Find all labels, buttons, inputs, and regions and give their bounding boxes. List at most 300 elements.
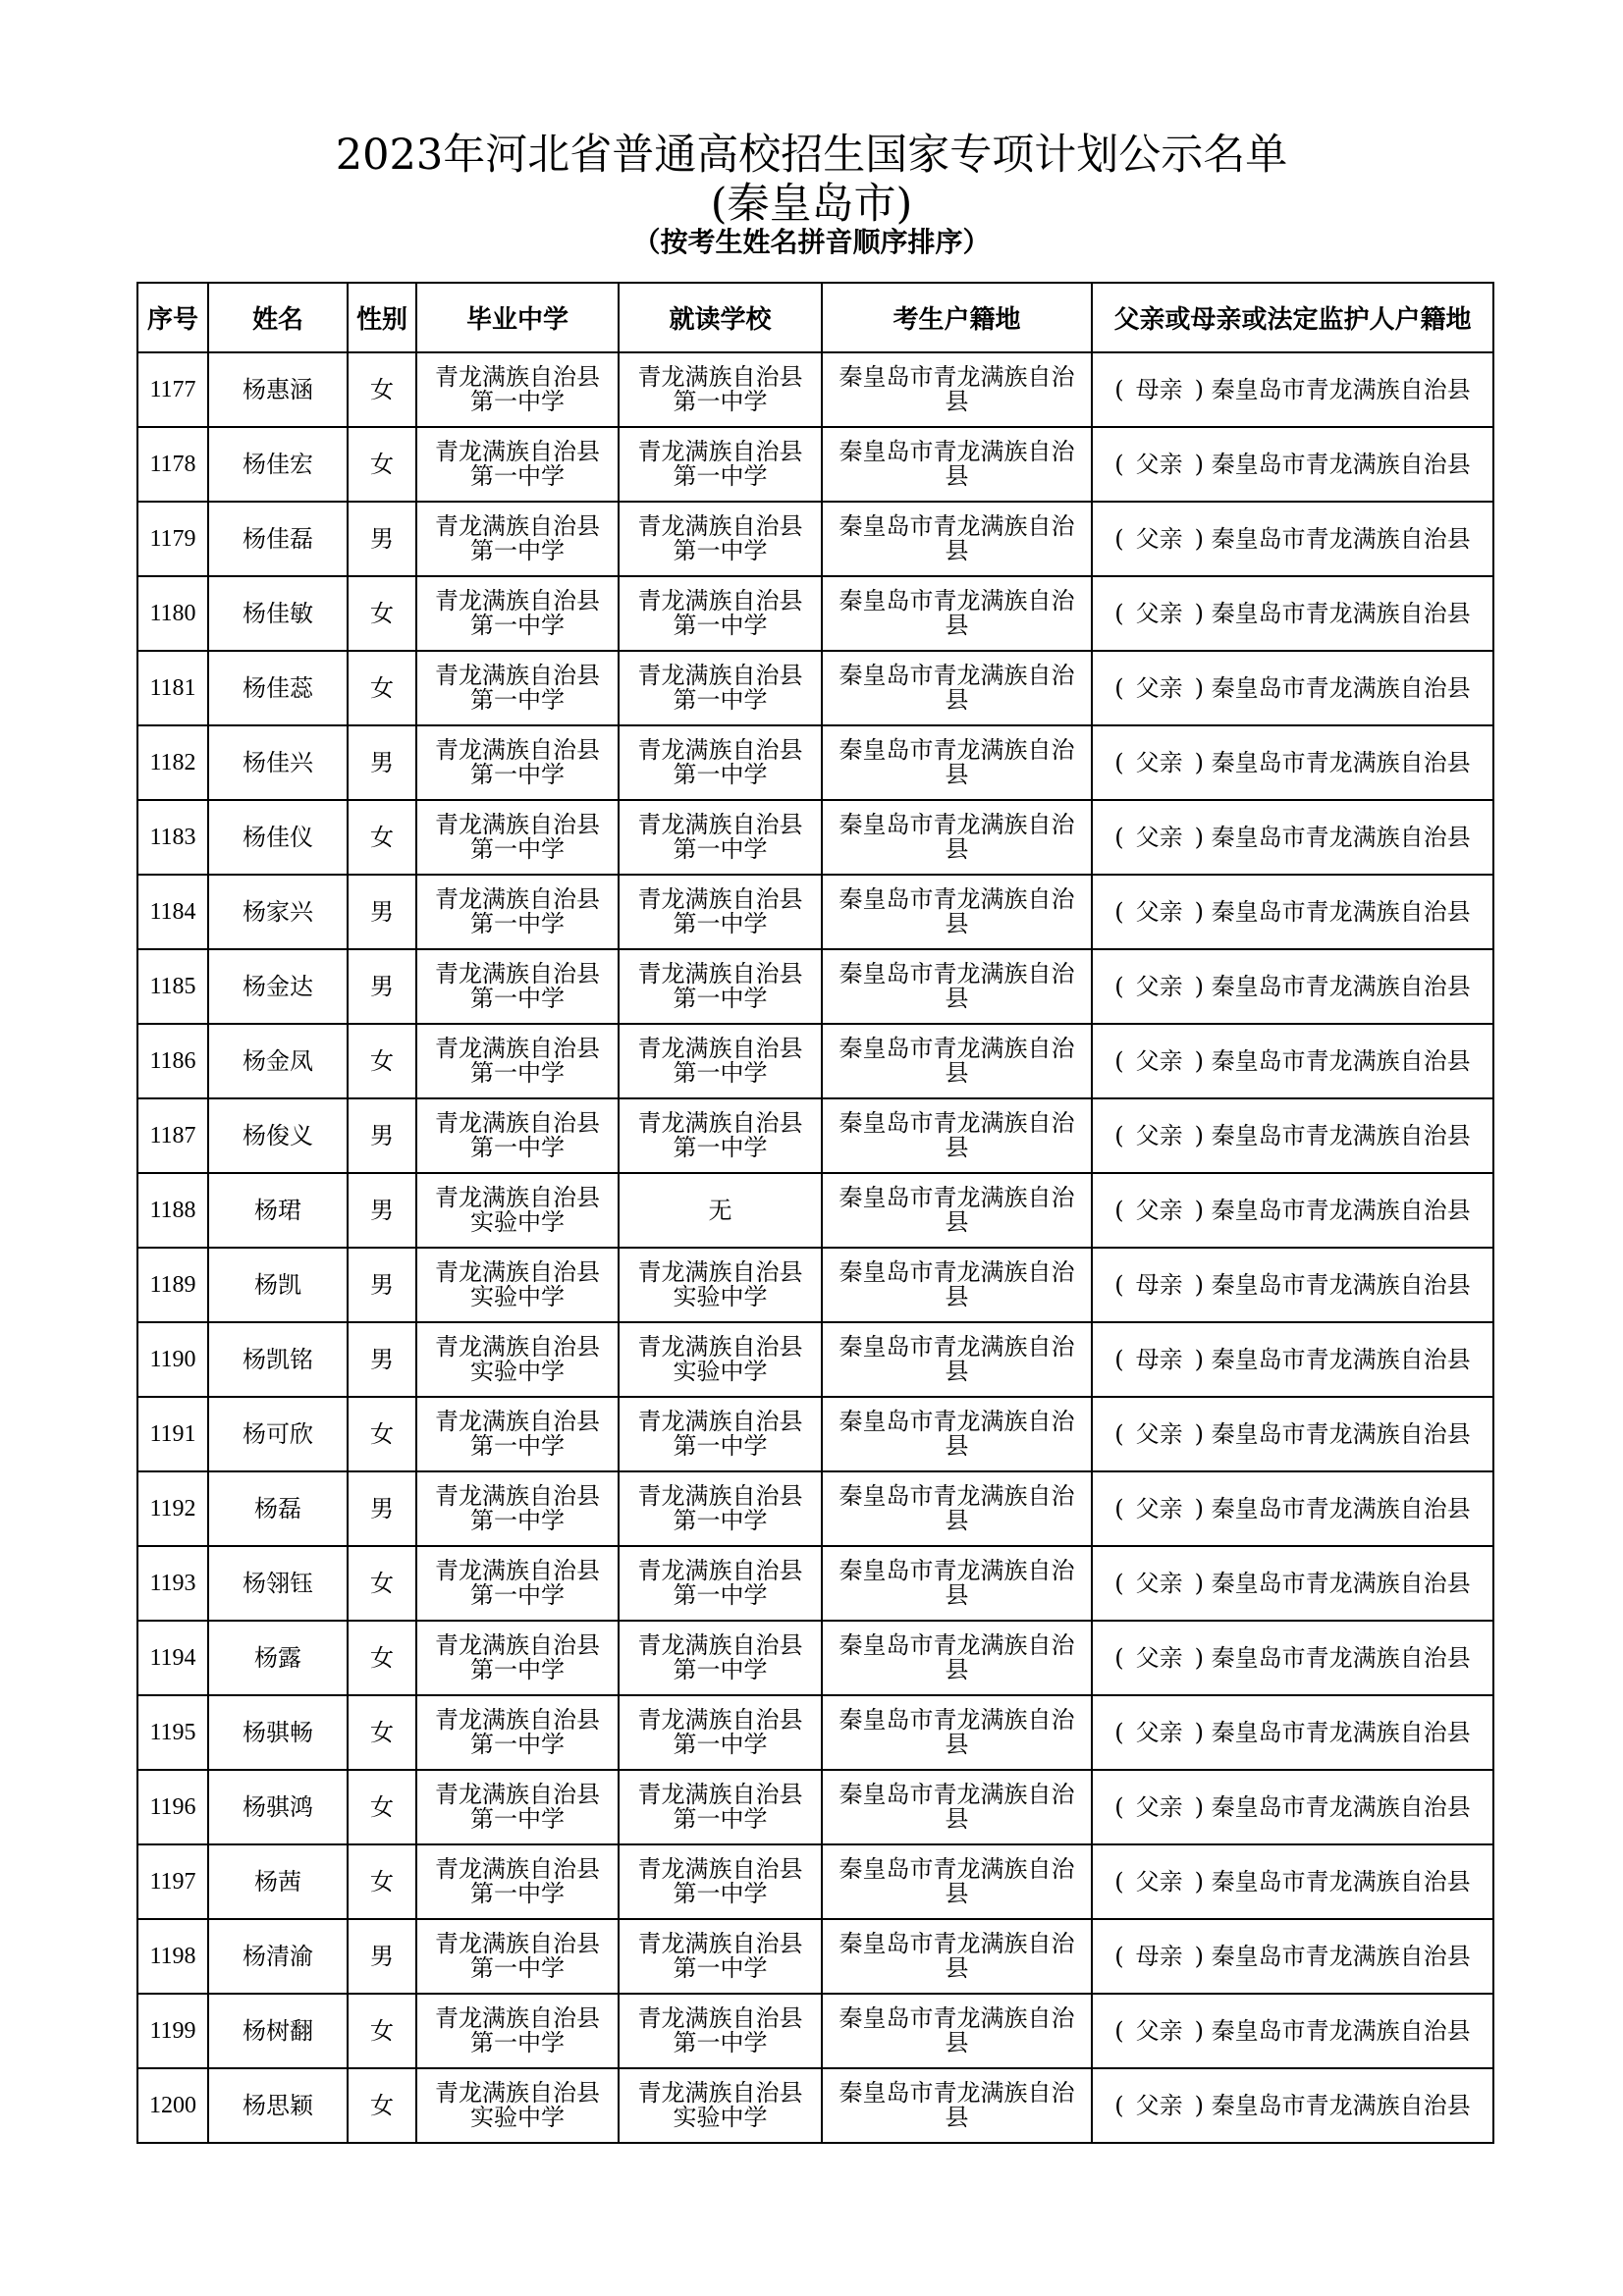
graduation-school-line2: 第一中学 [470, 1134, 565, 1161]
parent-relation: 父亲 [1135, 524, 1183, 553]
table-header-row [137, 283, 1493, 352]
cell-name [208, 725, 348, 800]
parent-relation: 父亲 [1135, 1419, 1183, 1448]
student-name: 杨清渝 [243, 1942, 313, 1970]
page-title: 2023年河北省普通高校招生国家专项计划公示名单 [335, 131, 1288, 180]
student-name: 杨思颖 [243, 2091, 313, 2119]
graduation-school-line2: 实验中学 [470, 1358, 565, 1385]
paren-open: ( [1114, 823, 1124, 851]
graduation-school-line1: 青龙满族自治县 [435, 1109, 600, 1137]
current-school-line2: 第一中学 [673, 910, 768, 937]
graduation-school-line1: 青龙满族自治县 [435, 512, 600, 540]
student-name: 杨佳宏 [243, 450, 313, 478]
graduation-school-line2: 第一中学 [470, 612, 565, 639]
table-row [137, 352, 1493, 427]
household-registration-line2: 县 [945, 462, 969, 490]
current-school-line1: 青龙满族自治县 [637, 2004, 803, 2032]
graduation-school-line1: 青龙满族自治县 [435, 1035, 600, 1062]
paren-close: ) [1194, 823, 1205, 851]
cell-name [208, 352, 348, 427]
parent-registration-place: 秦皇岛市青龙满族自治县 [1211, 1718, 1471, 1746]
cell-name [208, 1397, 348, 1471]
current-school-line1: 青龙满族自治县 [637, 1333, 803, 1361]
cell-household-registration [822, 1322, 1092, 1397]
graduation-school-line2: 实验中学 [470, 2104, 565, 2131]
parent-registration-place: 秦皇岛市青龙满族自治县 [1211, 2091, 1471, 2119]
student-name: 杨惠涵 [243, 375, 313, 403]
parent-relation: 母亲 [1135, 375, 1183, 403]
cell-current-school [619, 800, 822, 875]
cell-parent-registration [1092, 1397, 1493, 1471]
cell-name [208, 1844, 348, 1919]
student-gender: 男 [370, 748, 394, 776]
cell-number [137, 651, 208, 725]
cell-current-school [619, 651, 822, 725]
paren-open: ( [1114, 1345, 1124, 1373]
current-school-line1: 青龙满族自治县 [637, 1631, 803, 1659]
parent-registration-place: 秦皇岛市青龙满族自治县 [1211, 2016, 1471, 2045]
serial-number: 1197 [149, 1868, 196, 1895]
cell-number [137, 1994, 208, 2068]
cell-parent-registration [1092, 949, 1493, 1024]
paren-open: ( [1114, 1121, 1124, 1149]
cell-graduation-school [416, 427, 619, 502]
serial-number: 1182 [149, 749, 196, 775]
paren-open: ( [1114, 1196, 1124, 1224]
student-gender: 女 [370, 450, 394, 478]
cell-gender [348, 1098, 416, 1173]
table-row [137, 427, 1493, 502]
paren-open: ( [1114, 2091, 1124, 2119]
current-school-line1: 青龙满族自治县 [637, 1482, 803, 1510]
cell-name [208, 1471, 348, 1546]
cell-parent-registration [1092, 1919, 1493, 1994]
paren-open: ( [1114, 1569, 1124, 1597]
current-school-line2: 实验中学 [673, 1358, 768, 1385]
paren-open: ( [1114, 599, 1124, 627]
serial-number: 1189 [149, 1271, 196, 1298]
student-gender: 女 [370, 2016, 394, 2045]
cell-current-school [619, 1844, 822, 1919]
graduation-school-line2: 第一中学 [470, 1507, 565, 1534]
roster-body [137, 352, 1493, 2143]
current-school-line1: 青龙满族自治县 [637, 1109, 803, 1137]
graduation-school-line1: 青龙满族自治县 [435, 1706, 600, 1734]
paren-open: ( [1114, 897, 1124, 926]
household-registration-line1: 秦皇岛市青龙满族自治 [839, 811, 1075, 838]
parent-registration-place: 秦皇岛市青龙满族自治县 [1211, 972, 1471, 1000]
current-school-line2: 第一中学 [673, 1731, 768, 1758]
current-school-line2: 第一中学 [673, 537, 768, 564]
household-registration-line1: 秦皇岛市青龙满族自治 [839, 1035, 1075, 1062]
cell-current-school [619, 502, 822, 576]
student-name: 杨骐畅 [243, 1718, 313, 1746]
household-registration-line1: 秦皇岛市青龙满族自治 [839, 1109, 1075, 1137]
cell-household-registration [822, 875, 1092, 949]
graduation-school-line2: 第一中学 [470, 835, 565, 863]
serial-number: 1177 [149, 376, 196, 402]
graduation-school-line2: 第一中学 [470, 1805, 565, 1833]
cell-current-school [619, 875, 822, 949]
table-row [137, 1621, 1493, 1695]
serial-number: 1195 [149, 1719, 196, 1745]
serial-number: 1198 [149, 1943, 196, 1969]
student-gender: 男 [370, 1270, 394, 1299]
serial-number: 1190 [149, 1346, 196, 1372]
graduation-school-line2: 第一中学 [470, 686, 565, 714]
cell-household-registration [822, 1098, 1092, 1173]
table-row [137, 1546, 1493, 1621]
student-name: 杨家兴 [243, 897, 313, 926]
cell-number [137, 1844, 208, 1919]
serial-number: 1186 [149, 1047, 196, 1074]
cell-gender [348, 1546, 416, 1621]
household-registration-line2: 县 [945, 1134, 969, 1161]
cell-gender [348, 949, 416, 1024]
cell-number [137, 1248, 208, 1322]
current-school-line2: 第一中学 [673, 1059, 768, 1087]
student-name: 杨佳敏 [243, 599, 313, 627]
cell-current-school [619, 576, 822, 651]
graduation-school-line2: 第一中学 [470, 1059, 565, 1087]
cell-name [208, 502, 348, 576]
serial-number: 1196 [149, 1793, 196, 1820]
graduation-school-line1: 青龙满族自治县 [435, 1258, 600, 1286]
cell-graduation-school [416, 1024, 619, 1098]
household-registration-line2: 县 [945, 1656, 969, 1683]
parent-relation: 父亲 [1135, 1718, 1183, 1746]
paren-close: ) [1194, 1718, 1205, 1746]
parent-relation: 母亲 [1135, 1270, 1183, 1299]
graduation-school-line1: 青龙满族自治县 [435, 438, 600, 465]
graduation-school-line2: 第一中学 [470, 2029, 565, 2056]
student-name: 杨可欣 [243, 1419, 313, 1448]
household-registration-line1: 秦皇岛市青龙满族自治 [839, 438, 1075, 465]
cell-graduation-school [416, 949, 619, 1024]
household-registration-line2: 县 [945, 1581, 969, 1609]
parent-relation: 父亲 [1135, 1196, 1183, 1224]
current-school-line1: 青龙满族自治县 [637, 1258, 803, 1286]
serial-number: 1200 [149, 2092, 196, 2118]
column-header-number: 序号 [137, 283, 208, 352]
cell-current-school [619, 1248, 822, 1322]
cell-parent-registration [1092, 1695, 1493, 1770]
current-school-line2: 第一中学 [673, 2029, 768, 2056]
graduation-school-line2: 第一中学 [470, 1731, 565, 1758]
paren-close: ) [1194, 1792, 1205, 1821]
cell-current-school [619, 1024, 822, 1098]
household-registration-line1: 秦皇岛市青龙满族自治 [839, 1855, 1075, 1883]
household-registration-line1: 秦皇岛市青龙满族自治 [839, 587, 1075, 614]
household-registration-line1: 秦皇岛市青龙满族自治 [839, 736, 1075, 764]
cell-graduation-school [416, 725, 619, 800]
cell-graduation-school [416, 1621, 619, 1695]
cell-name [208, 576, 348, 651]
cell-current-school [619, 1098, 822, 1173]
household-registration-line1: 秦皇岛市青龙满族自治 [839, 1557, 1075, 1584]
household-registration-line1: 秦皇岛市青龙满族自治 [839, 662, 1075, 689]
current-school-line1: 青龙满族自治县 [637, 512, 803, 540]
household-registration-line1: 秦皇岛市青龙满族自治 [839, 1631, 1075, 1659]
table-row [137, 875, 1493, 949]
paren-open: ( [1114, 673, 1124, 702]
student-gender: 女 [370, 2091, 394, 2119]
paren-close: ) [1194, 897, 1205, 926]
cell-graduation-school [416, 576, 619, 651]
household-registration-line2: 县 [945, 1954, 969, 1982]
current-school-line2: 第一中学 [673, 462, 768, 490]
serial-number: 1183 [149, 824, 196, 850]
graduation-school-line2: 第一中学 [470, 910, 565, 937]
paren-open: ( [1114, 1792, 1124, 1821]
graduation-school-line2: 第一中学 [470, 462, 565, 490]
student-name: 杨凯铭 [243, 1345, 313, 1373]
cell-graduation-school [416, 1173, 619, 1248]
cell-name [208, 1098, 348, 1173]
current-school-line2: 第一中学 [673, 1134, 768, 1161]
cell-current-school [619, 1322, 822, 1397]
household-registration-line2: 县 [945, 537, 969, 564]
cell-graduation-school [416, 1919, 619, 1994]
cell-parent-registration [1092, 427, 1493, 502]
graduation-school-line1: 青龙满族自治县 [435, 2079, 600, 2107]
cell-graduation-school [416, 1098, 619, 1173]
current-school-line2: 实验中学 [673, 2104, 768, 2131]
paren-close: ) [1194, 1046, 1205, 1075]
cell-household-registration [822, 576, 1092, 651]
serial-number: 1184 [149, 898, 196, 925]
current-school-line1: 青龙满族自治县 [637, 587, 803, 614]
parent-registration-place: 秦皇岛市青龙满族自治县 [1211, 599, 1471, 627]
cell-number [137, 1322, 208, 1397]
student-gender: 女 [370, 823, 394, 851]
table-row [137, 502, 1493, 576]
cell-name [208, 1546, 348, 1621]
paren-open: ( [1114, 1419, 1124, 1448]
household-registration-line1: 秦皇岛市青龙满族自治 [839, 1333, 1075, 1361]
table-row [137, 949, 1493, 1024]
household-registration-line1: 秦皇岛市青龙满族自治 [839, 1408, 1075, 1435]
serial-number: 1199 [149, 2017, 196, 2044]
student-gender: 女 [370, 1643, 394, 1672]
graduation-school-line1: 青龙满族自治县 [435, 960, 600, 988]
cell-household-registration [822, 1471, 1092, 1546]
cell-number [137, 1919, 208, 1994]
table-row [137, 1844, 1493, 1919]
parent-relation: 父亲 [1135, 823, 1183, 851]
cell-number [137, 725, 208, 800]
parent-registration-place: 秦皇岛市青龙满族自治县 [1211, 673, 1471, 702]
cell-gender [348, 725, 416, 800]
graduation-school-line1: 青龙满族自治县 [435, 1482, 600, 1510]
graduation-school-line1: 青龙满族自治县 [435, 662, 600, 689]
graduation-school-line2: 第一中学 [470, 1656, 565, 1683]
student-gender: 女 [370, 375, 394, 403]
household-registration-line1: 秦皇岛市青龙满族自治 [839, 1258, 1075, 1286]
cell-parent-registration [1092, 352, 1493, 427]
household-registration-line1: 秦皇岛市青龙满族自治 [839, 1781, 1075, 1808]
serial-number: 1191 [149, 1420, 196, 1447]
serial-number: 1185 [149, 973, 196, 999]
cell-gender [348, 1844, 416, 1919]
table-row [137, 800, 1493, 875]
paren-open: ( [1114, 1270, 1124, 1299]
current-school-line1: 青龙满族自治县 [637, 1557, 803, 1584]
paren-open: ( [1114, 1494, 1124, 1522]
household-registration-line1: 秦皇岛市青龙满族自治 [839, 960, 1075, 988]
parent-relation: 母亲 [1135, 1942, 1183, 1970]
student-gender: 女 [370, 1046, 394, 1075]
parent-registration-place: 秦皇岛市青龙满族自治县 [1211, 823, 1471, 851]
graduation-school-line1: 青龙满族自治县 [435, 1631, 600, 1659]
cell-graduation-school [416, 1471, 619, 1546]
current-school-line2: 第一中学 [673, 1805, 768, 1833]
table-row [137, 725, 1493, 800]
household-registration-line2: 县 [945, 1358, 969, 1385]
paren-close: ) [1194, 2091, 1205, 2119]
table-row [137, 576, 1493, 651]
graduation-school-line2: 实验中学 [470, 1208, 565, 1236]
student-name: 杨珺 [254, 1196, 301, 1224]
serial-number: 1188 [149, 1197, 196, 1223]
paren-open: ( [1114, 2016, 1124, 2045]
cell-household-registration [822, 1173, 1092, 1248]
serial-number: 1180 [149, 600, 196, 626]
parent-relation: 父亲 [1135, 1792, 1183, 1821]
paren-close: ) [1194, 748, 1205, 776]
household-registration-line2: 县 [945, 1731, 969, 1758]
paren-open: ( [1114, 1046, 1124, 1075]
cell-household-registration [822, 800, 1092, 875]
current-school-line1: 青龙满族自治县 [637, 438, 803, 465]
parent-relation: 父亲 [1135, 897, 1183, 926]
table-row [137, 1695, 1493, 1770]
current-school-line2: 第一中学 [673, 1656, 768, 1683]
household-registration-line1: 秦皇岛市青龙满族自治 [839, 512, 1075, 540]
parent-relation: 母亲 [1135, 1345, 1183, 1373]
graduation-school-line2: 第一中学 [470, 1581, 565, 1609]
cell-number [137, 1024, 208, 1098]
cell-graduation-school [416, 1248, 619, 1322]
cell-household-registration [822, 1397, 1092, 1471]
cell-parent-registration [1092, 725, 1493, 800]
cell-parent-registration [1092, 2068, 1493, 2143]
paren-close: ) [1194, 1345, 1205, 1373]
current-school-line1: 青龙满族自治县 [637, 1930, 803, 1957]
student-name: 杨金凤 [243, 1046, 313, 1075]
serial-number: 1194 [149, 1644, 196, 1671]
paren-close: ) [1194, 1867, 1205, 1896]
serial-number: 1187 [149, 1122, 196, 1148]
cell-graduation-school [416, 1397, 619, 1471]
cell-household-registration [822, 1919, 1092, 1994]
current-school-line1: 无 [708, 1196, 732, 1224]
student-gender: 男 [370, 1494, 394, 1522]
current-school-line2: 实验中学 [673, 1283, 768, 1310]
cell-number [137, 1397, 208, 1471]
student-gender: 男 [370, 1121, 394, 1149]
graduation-school-line2: 第一中学 [470, 1954, 565, 1982]
graduation-school-line1: 青龙满族自治县 [435, 1184, 600, 1211]
graduation-school-line1: 青龙满族自治县 [435, 736, 600, 764]
parent-registration-place: 秦皇岛市青龙满族自治县 [1211, 1121, 1471, 1149]
cell-gender [348, 1770, 416, 1844]
current-school-line2: 第一中学 [673, 761, 768, 788]
current-school-line2: 第一中学 [673, 612, 768, 639]
student-gender: 女 [370, 1867, 394, 1896]
household-registration-line2: 县 [945, 835, 969, 863]
graduation-school-line1: 青龙满族自治县 [435, 1855, 600, 1883]
cell-household-registration [822, 1695, 1092, 1770]
graduation-school-line1: 青龙满族自治县 [435, 1408, 600, 1435]
student-name: 杨露 [254, 1643, 301, 1672]
household-registration-line2: 县 [945, 1507, 969, 1534]
cell-number [137, 1770, 208, 1844]
cell-number [137, 1098, 208, 1173]
cell-name [208, 875, 348, 949]
cell-household-registration [822, 502, 1092, 576]
cell-parent-registration [1092, 576, 1493, 651]
current-school-line1: 青龙满族自治县 [637, 1408, 803, 1435]
cell-gender [348, 1919, 416, 1994]
cell-gender [348, 875, 416, 949]
household-registration-line1: 秦皇岛市青龙满族自治 [839, 1184, 1075, 1211]
cell-household-registration [822, 651, 1092, 725]
cell-parent-registration [1092, 1322, 1493, 1397]
student-gender: 女 [370, 1419, 394, 1448]
cell-household-registration [822, 949, 1092, 1024]
student-name: 杨金达 [243, 972, 313, 1000]
cell-gender [348, 2068, 416, 2143]
parent-registration-place: 秦皇岛市青龙满族自治县 [1211, 524, 1471, 553]
cell-household-registration [822, 1546, 1092, 1621]
roster-table [136, 282, 1494, 2144]
cell-parent-registration [1092, 1621, 1493, 1695]
student-name: 杨佳仪 [243, 823, 313, 851]
student-name: 杨佳磊 [243, 524, 313, 553]
paren-close: ) [1194, 524, 1205, 553]
cell-name [208, 427, 348, 502]
graduation-school-line1: 青龙满族自治县 [435, 2004, 600, 2032]
graduation-school-line1: 青龙满族自治县 [435, 1781, 600, 1808]
cell-number [137, 2068, 208, 2143]
cell-graduation-school [416, 1322, 619, 1397]
parent-relation: 父亲 [1135, 2016, 1183, 2045]
parent-relation: 父亲 [1135, 1046, 1183, 1075]
graduation-school-line1: 青龙满族自治县 [435, 1557, 600, 1584]
cell-graduation-school [416, 1546, 619, 1621]
cell-name [208, 1695, 348, 1770]
paren-close: ) [1194, 1196, 1205, 1224]
cell-number [137, 800, 208, 875]
cell-parent-registration [1092, 1248, 1493, 1322]
table-row [137, 1397, 1493, 1471]
student-gender: 女 [370, 599, 394, 627]
household-registration-line2: 县 [945, 1805, 969, 1833]
cell-number [137, 352, 208, 427]
household-registration-line1: 秦皇岛市青龙满族自治 [839, 1706, 1075, 1734]
cell-household-registration [822, 1248, 1092, 1322]
cell-current-school [619, 1695, 822, 1770]
parent-registration-place: 秦皇岛市青龙满族自治县 [1211, 1643, 1471, 1672]
current-school-line2: 第一中学 [673, 1954, 768, 1982]
cell-current-school [619, 1173, 822, 1248]
current-school-line1: 青龙满族自治县 [637, 2079, 803, 2107]
current-school-line1: 青龙满族自治县 [637, 1781, 803, 1808]
student-gender: 女 [370, 1792, 394, 1821]
cell-name [208, 1621, 348, 1695]
cell-current-school [619, 1919, 822, 1994]
